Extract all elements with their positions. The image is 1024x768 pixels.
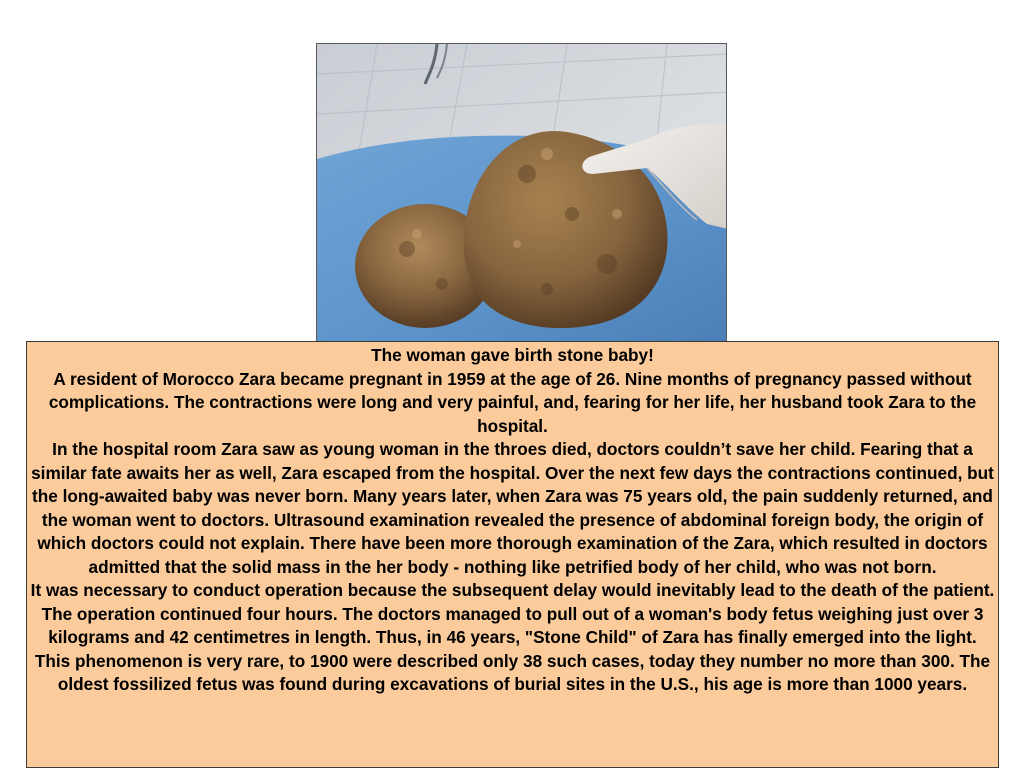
story-paragraph: This phenomenon is very rare, to 1900 were described only 38 such cases, today they number no more than 300. The oldest fossilized fetus was found during excavations of burial sites in the U.S., his age is more than 1000 years. [34,650,991,694]
stone-baby-photo [316,43,727,342]
story-paragraph: A resident of Morocco Zara became pregnant in 1959 at the age of 26. Nine months of pregnancy passed without complications. The contractions were long and very painful, and, fearing for her life, her husband took Zara to the hospital. [48,368,977,436]
story-text-box [26,341,999,768]
story-headline: The woman gave birth stone baby! [371,345,654,365]
story-paragraph: It was necessary to conduct operation because the subsequent delay would inevitably lead to the death of the patient. The operation continued four hours. The doctors managed to pull out of a woman's body fetus weighing just over 3 kilograms and 42 centimetres in length. Thus, in 46 years, "Stone Child" of Zara has finally emerged into the light. [30,580,995,647]
story-paragraph: In the hospital room Zara saw as young woman in the throes died, doctors couldn’t save her child. Fearing that a similar fate awaits her as well, Zara escaped from the hospital. Over the next few days the contractions continued, but the long-awaited baby was never born. Many years later, when Zara was 75 years old, the pain suddenly returned, and the woman went to doctors. Ultrasound examination revealed the presence of abdominal foreign body, the origin of which doctors could not explain. There have been more thorough examination of the Zara, which resulted in doctors admitted that the solid mass in the her body - nothing like petrified body of her child, who was not born. [31,439,994,577]
photo-illustration [317,44,727,342]
